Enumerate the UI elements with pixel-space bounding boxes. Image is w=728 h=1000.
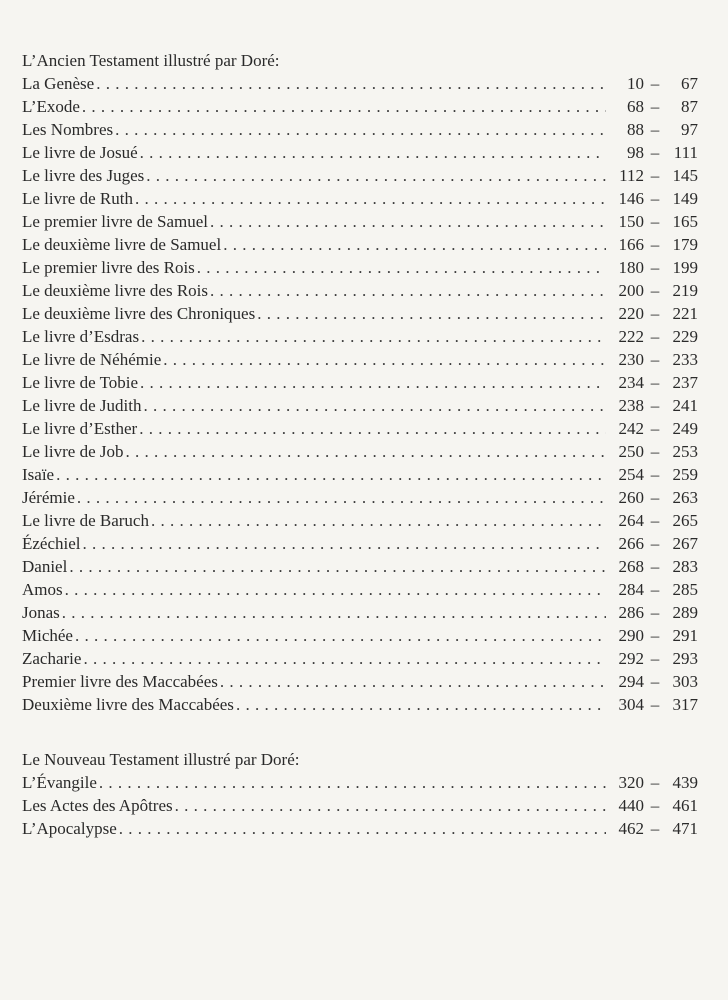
page-start: 290 bbox=[618, 626, 644, 645]
page-end: 145 bbox=[672, 166, 698, 185]
page-end: 241 bbox=[672, 396, 698, 415]
page-range-separator: – bbox=[650, 603, 660, 622]
entry-title: Le livre d’Esdras bbox=[22, 327, 140, 346]
entry-title: Le livre de Ruth bbox=[22, 189, 133, 208]
page-end: 317 bbox=[672, 695, 698, 714]
page-range bbox=[608, 164, 698, 187]
page-range bbox=[608, 624, 698, 647]
page-range bbox=[608, 118, 698, 141]
toc-entry bbox=[22, 624, 698, 647]
entry-title: L’Apocalypse bbox=[22, 819, 117, 838]
page-end: 259 bbox=[672, 465, 698, 484]
toc-entry bbox=[22, 463, 698, 486]
page-range-separator: – bbox=[650, 442, 660, 461]
page-range bbox=[608, 771, 698, 794]
toc-entry bbox=[22, 164, 698, 187]
page-end: 439 bbox=[672, 773, 698, 792]
dot-leader bbox=[210, 279, 606, 302]
page-range-separator: – bbox=[650, 166, 660, 185]
page-range bbox=[608, 187, 698, 210]
page-range bbox=[608, 256, 698, 279]
dot-leader bbox=[257, 302, 606, 325]
page-start: 286 bbox=[618, 603, 644, 622]
dot-leader bbox=[83, 647, 606, 670]
page-range bbox=[608, 371, 698, 394]
page-start: 260 bbox=[618, 488, 644, 507]
page-range bbox=[608, 141, 698, 164]
page-end: 471 bbox=[672, 819, 698, 838]
page-start: 254 bbox=[618, 465, 644, 484]
page-range-separator: – bbox=[650, 258, 660, 277]
page-range-separator: – bbox=[650, 327, 660, 346]
toc-entry bbox=[22, 486, 698, 509]
page-range-separator: – bbox=[650, 511, 660, 530]
toc-entry bbox=[22, 72, 698, 95]
page-start: 112 bbox=[619, 166, 644, 185]
page-end: 265 bbox=[672, 511, 698, 530]
toc-entry bbox=[22, 302, 698, 325]
page-end: 229 bbox=[672, 327, 698, 346]
toc-entry bbox=[22, 348, 698, 371]
entry-title: Le livre de Néhémie bbox=[22, 350, 162, 369]
page-start: 222 bbox=[618, 327, 644, 346]
page-start: 264 bbox=[618, 511, 644, 530]
dot-leader bbox=[119, 817, 606, 840]
dot-leader bbox=[56, 463, 606, 486]
page-end: 149 bbox=[672, 189, 698, 208]
dot-leader bbox=[62, 601, 606, 624]
toc-entry bbox=[22, 601, 698, 624]
dot-leader bbox=[65, 578, 606, 601]
entry-title: Le livre de Baruch bbox=[22, 511, 149, 530]
entry-title: Le deuxième livre de Samuel bbox=[22, 235, 222, 254]
page-end: 111 bbox=[673, 143, 698, 162]
entry-title: Le livre de Josué bbox=[22, 143, 138, 162]
page-range bbox=[608, 95, 698, 118]
entry-title: Le deuxième livre des Chroniques bbox=[22, 304, 256, 323]
page-range bbox=[608, 509, 698, 532]
page-end: 97 bbox=[681, 120, 698, 139]
page-end: 289 bbox=[672, 603, 698, 622]
page-range bbox=[608, 279, 698, 302]
dot-leader bbox=[210, 210, 606, 233]
entry-title: L’Exode bbox=[22, 97, 80, 116]
entry-title: Le livre des Juges bbox=[22, 166, 145, 185]
page-range-separator: – bbox=[650, 189, 660, 208]
entry-title: Le deuxième livre des Rois bbox=[22, 281, 209, 300]
toc-entry bbox=[22, 256, 698, 279]
page-range-separator: – bbox=[650, 396, 660, 415]
page-range-separator: – bbox=[650, 626, 660, 645]
page-start: 166 bbox=[618, 235, 644, 254]
toc-entry bbox=[22, 794, 698, 817]
toc-entry bbox=[22, 210, 698, 233]
page-end: 179 bbox=[672, 235, 698, 254]
dot-leader bbox=[77, 486, 606, 509]
entry-title: L’Évangile bbox=[22, 773, 97, 792]
dot-leader bbox=[126, 440, 607, 463]
page-start: 250 bbox=[618, 442, 644, 461]
page-range bbox=[608, 440, 698, 463]
page-end: 165 bbox=[672, 212, 698, 231]
page-start: 294 bbox=[618, 672, 644, 691]
page-end: 67 bbox=[681, 74, 698, 93]
new-testament-heading: Le Nouveau Testament illustré par Doré: bbox=[22, 750, 300, 769]
dot-leader bbox=[140, 371, 606, 394]
dot-leader bbox=[163, 348, 606, 371]
entry-title: Zacharie bbox=[22, 649, 82, 668]
page-range bbox=[608, 670, 698, 693]
page-start: 146 bbox=[618, 189, 644, 208]
toc-entry bbox=[22, 817, 698, 840]
dot-leader bbox=[75, 624, 606, 647]
page-range-separator: – bbox=[650, 350, 660, 369]
page-start: 10 bbox=[627, 74, 644, 93]
page-range-separator: – bbox=[650, 235, 660, 254]
page-start: 98 bbox=[627, 143, 644, 162]
page-range-separator: – bbox=[650, 97, 660, 116]
page-start: 320 bbox=[618, 773, 644, 792]
toc-entry bbox=[22, 532, 698, 555]
page-start: 200 bbox=[618, 281, 644, 300]
page-end: 219 bbox=[672, 281, 698, 300]
page-range bbox=[608, 601, 698, 624]
toc-entry bbox=[22, 647, 698, 670]
entry-title: Ézéchiel bbox=[22, 534, 81, 553]
page-range bbox=[608, 693, 698, 716]
entry-title: Amos bbox=[22, 580, 63, 599]
page-end: 221 bbox=[672, 304, 698, 323]
page-range bbox=[608, 532, 698, 555]
dot-leader bbox=[236, 693, 606, 716]
page-range bbox=[608, 794, 698, 817]
entry-title: Le premier livre de Samuel bbox=[22, 212, 208, 231]
page-end: 253 bbox=[672, 442, 698, 461]
page-end: 267 bbox=[672, 534, 698, 553]
page-start: 266 bbox=[618, 534, 644, 553]
entry-title: Le livre de Job bbox=[22, 442, 124, 461]
page-range bbox=[608, 210, 698, 233]
dot-leader bbox=[151, 509, 606, 532]
page-end: 293 bbox=[672, 649, 698, 668]
page-start: 284 bbox=[618, 580, 644, 599]
dot-leader bbox=[175, 794, 606, 817]
entry-title: Jérémie bbox=[22, 488, 75, 507]
page-end: 233 bbox=[672, 350, 698, 369]
page-range-separator: – bbox=[650, 120, 660, 139]
entry-title: Le livre de Tobie bbox=[22, 373, 139, 392]
page-range-separator: – bbox=[650, 649, 660, 668]
page-range bbox=[608, 463, 698, 486]
page-start: 292 bbox=[618, 649, 644, 668]
page-start: 68 bbox=[627, 97, 644, 116]
new-testament-entries bbox=[22, 771, 698, 840]
page-range-separator: – bbox=[650, 695, 660, 714]
toc-entry bbox=[22, 141, 698, 164]
page-end: 249 bbox=[672, 419, 698, 438]
entry-title: Daniel bbox=[22, 557, 68, 576]
page-end: 283 bbox=[672, 557, 698, 576]
entry-title: Le livre de Judith bbox=[22, 396, 142, 415]
toc-entry bbox=[22, 233, 698, 256]
entry-title: Les Actes des Apôtres bbox=[22, 796, 173, 815]
page-range-separator: – bbox=[650, 281, 660, 300]
page-range-separator: – bbox=[650, 465, 660, 484]
toc-entry bbox=[22, 555, 698, 578]
toc-entry bbox=[22, 771, 698, 794]
dot-leader bbox=[99, 771, 606, 794]
page-end: 303 bbox=[672, 672, 698, 691]
dot-leader bbox=[135, 187, 606, 210]
page-end: 263 bbox=[672, 488, 698, 507]
entry-title: Jonas bbox=[22, 603, 60, 622]
dot-leader bbox=[96, 72, 606, 95]
dot-leader bbox=[83, 532, 606, 555]
page-start: 242 bbox=[618, 419, 644, 438]
new-testament-section bbox=[22, 748, 698, 840]
entry-title: Premier livre des Maccabées bbox=[22, 672, 218, 691]
page-range bbox=[608, 302, 698, 325]
page-range-separator: – bbox=[650, 143, 660, 162]
entry-title: Michée bbox=[22, 626, 73, 645]
page-range bbox=[608, 647, 698, 670]
dot-leader bbox=[223, 233, 606, 256]
page-range bbox=[608, 817, 698, 840]
page-range bbox=[608, 555, 698, 578]
page-range bbox=[608, 348, 698, 371]
dot-leader bbox=[220, 670, 606, 693]
page-range-separator: – bbox=[650, 557, 660, 576]
page-range-separator: – bbox=[650, 773, 660, 792]
page-end: 291 bbox=[672, 626, 698, 645]
entry-title: La Genèse bbox=[22, 74, 95, 93]
page-end: 237 bbox=[672, 373, 698, 392]
toc-entry bbox=[22, 509, 698, 532]
entry-title: Deuxième livre des Maccabées bbox=[22, 695, 234, 714]
toc-entry bbox=[22, 578, 698, 601]
dot-leader bbox=[82, 95, 606, 118]
toc-entry bbox=[22, 670, 698, 693]
page-end: 461 bbox=[672, 796, 698, 815]
page-range bbox=[608, 486, 698, 509]
page-range-separator: – bbox=[650, 819, 660, 838]
page-start: 440 bbox=[618, 796, 644, 815]
page-range-separator: – bbox=[650, 373, 660, 392]
page-range bbox=[608, 325, 698, 348]
page-range-separator: – bbox=[650, 74, 660, 93]
page-range-separator: – bbox=[650, 672, 660, 691]
toc-entry bbox=[22, 440, 698, 463]
page-start: 234 bbox=[618, 373, 644, 392]
page-end: 87 bbox=[681, 97, 698, 116]
page-range bbox=[608, 578, 698, 601]
page-range-separator: – bbox=[650, 796, 660, 815]
toc-entry bbox=[22, 394, 698, 417]
old-testament-heading: L’Ancien Testament illustré par Doré: bbox=[22, 51, 280, 70]
page-start: 462 bbox=[618, 819, 644, 838]
page-range bbox=[608, 417, 698, 440]
old-testament-entries bbox=[22, 72, 698, 716]
toc-entry bbox=[22, 693, 698, 716]
dot-leader bbox=[197, 256, 606, 279]
toc-entry bbox=[22, 95, 698, 118]
entry-title: Le premier livre des Rois bbox=[22, 258, 195, 277]
page-range bbox=[608, 394, 698, 417]
dot-leader bbox=[143, 394, 606, 417]
toc-entry bbox=[22, 371, 698, 394]
page-range-separator: – bbox=[650, 304, 660, 323]
toc-entry bbox=[22, 187, 698, 210]
page-range-separator: – bbox=[650, 419, 660, 438]
toc-entry bbox=[22, 118, 698, 141]
page-range-separator: – bbox=[650, 534, 660, 553]
toc-entry bbox=[22, 325, 698, 348]
page-range-separator: – bbox=[650, 580, 660, 599]
dot-leader bbox=[139, 417, 606, 440]
page-start: 220 bbox=[618, 304, 644, 323]
toc-entry bbox=[22, 417, 698, 440]
dot-leader bbox=[69, 555, 606, 578]
entry-title: Les Nombres bbox=[22, 120, 114, 139]
page-end: 199 bbox=[672, 258, 698, 277]
page-start: 88 bbox=[627, 120, 644, 139]
toc-entry bbox=[22, 279, 698, 302]
page-start: 238 bbox=[618, 396, 644, 415]
page-range bbox=[608, 233, 698, 256]
page-start: 180 bbox=[618, 258, 644, 277]
old-testament-section bbox=[22, 49, 698, 716]
page-end: 285 bbox=[672, 580, 698, 599]
dot-leader bbox=[115, 118, 606, 141]
dot-leader bbox=[140, 141, 606, 164]
dot-leader bbox=[146, 164, 606, 187]
entry-title: Isaïe bbox=[22, 465, 55, 484]
page-range bbox=[608, 72, 698, 95]
dot-leader bbox=[141, 325, 606, 348]
page-start: 268 bbox=[618, 557, 644, 576]
page-start: 150 bbox=[618, 212, 644, 231]
entry-title: Le livre d’Esther bbox=[22, 419, 138, 438]
page-start: 230 bbox=[618, 350, 644, 369]
page-range-separator: – bbox=[650, 212, 660, 231]
page-range-separator: – bbox=[650, 488, 660, 507]
page-start: 304 bbox=[618, 695, 644, 714]
